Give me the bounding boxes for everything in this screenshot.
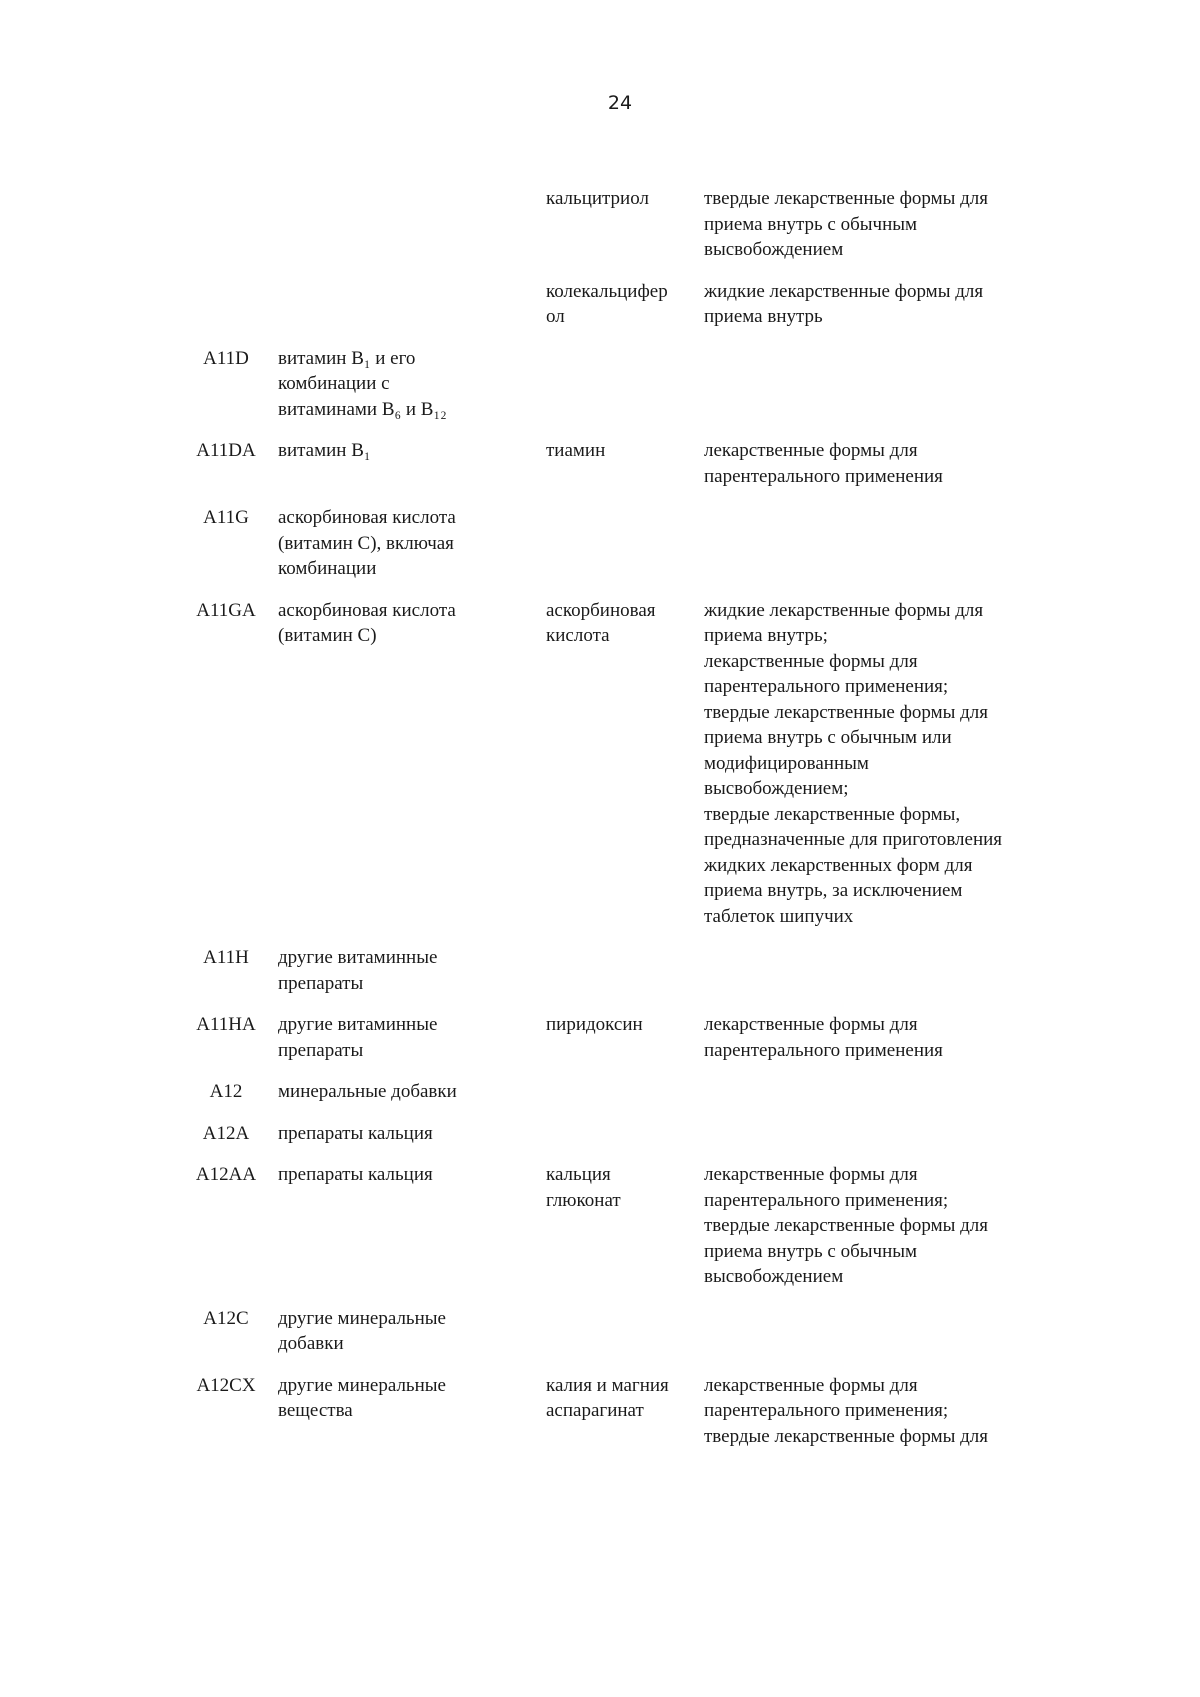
drug-name: кальцитриол [546, 188, 649, 209]
drug-name: калия и магния аспарагинат [546, 1374, 669, 1421]
dosage-form: лекарственные формы для парентерального применения; твердые лекарственные формы для [704, 1374, 989, 1447]
atc-code: A12CX [196, 1374, 256, 1396]
atc-code: A11HA [196, 1014, 256, 1035]
dosage-form: лекарственные формы для парентерального применения [704, 1014, 943, 1061]
atc-group: другие минеральные вещества [278, 1374, 446, 1421]
table-row [188, 1373, 1088, 1450]
dosage-form: жидкие лекарственные формы для приема внутрь [704, 280, 984, 327]
atc-code: A11DA [196, 440, 256, 461]
atc-code: A11H [203, 947, 249, 968]
atc-group: другие минеральные добавки [278, 1307, 446, 1354]
atc-code: A11D [203, 347, 249, 369]
drug-table [188, 186, 1088, 1449]
atc-group: аскорбиновая кислота (витамин C) [278, 599, 456, 646]
table-row [188, 279, 1088, 330]
table-row [188, 1012, 1088, 1063]
drug-name: кальция глюконат [546, 1164, 621, 1211]
atc-code: A12A [202, 1122, 250, 1144]
atc-code: A12C [203, 1307, 249, 1329]
dosage-form: твердые лекарственные формы для приема внутрь с обычным высвобождением [704, 188, 989, 260]
table-row [188, 1121, 1088, 1147]
atc-group: витамин B₁ [278, 440, 371, 461]
table-row [188, 1162, 1088, 1290]
atc-group: препараты кальция [278, 1122, 433, 1144]
table-row [188, 1079, 1088, 1105]
atc-group: витамин B₁ и его комбинации с витаминами B₆ и B₁₂ [278, 347, 447, 420]
atc-group: аскорбиновая кислота (витамин C), включая комбинации [278, 507, 456, 579]
atc-code: A11GA [196, 599, 256, 621]
drug-name: пиридоксин [546, 1014, 643, 1035]
drug-name: колекальцифер ол [546, 280, 668, 327]
atc-code: A12 [209, 1081, 243, 1102]
table-row [188, 438, 1088, 489]
drug-name: аскорбиновая кислота [546, 599, 656, 646]
table-row [188, 1306, 1088, 1357]
table-row [188, 945, 1088, 996]
atc-group: препараты кальция [278, 1164, 433, 1185]
atc-group: другие витаминные препараты [278, 947, 438, 994]
dosage-form: лекарственные формы для парентерального применения; твердые лекарственные формы для приема внутрь с обычным высвобождением [704, 1164, 989, 1287]
dosage-form: лекарственные формы для парентерального применения [704, 440, 943, 487]
dosage-form: жидкие лекарственные формы для приема внутрь; лекарственные формы для парентерального применения; твердые лекарственные формы для приема внутрь с обычным или модифицированным высвобождением; твердые лекарственные формы, предназначенные для приготовления жидких лекарственных форм для приема внутрь, за исключением таблеток шипучих [704, 599, 1003, 927]
atc-group: другие витаминные препараты [278, 1014, 438, 1061]
drug-name: тиамин [546, 440, 606, 461]
table-row [188, 346, 1088, 423]
table-row [188, 598, 1088, 930]
table-row [188, 505, 1088, 582]
page-number: 24 [607, 92, 633, 114]
atc-code: A11G [203, 507, 249, 528]
table-row [188, 186, 1088, 263]
atc-code: A12AA [195, 1164, 257, 1185]
atc-group: минеральные добавки [278, 1081, 457, 1102]
